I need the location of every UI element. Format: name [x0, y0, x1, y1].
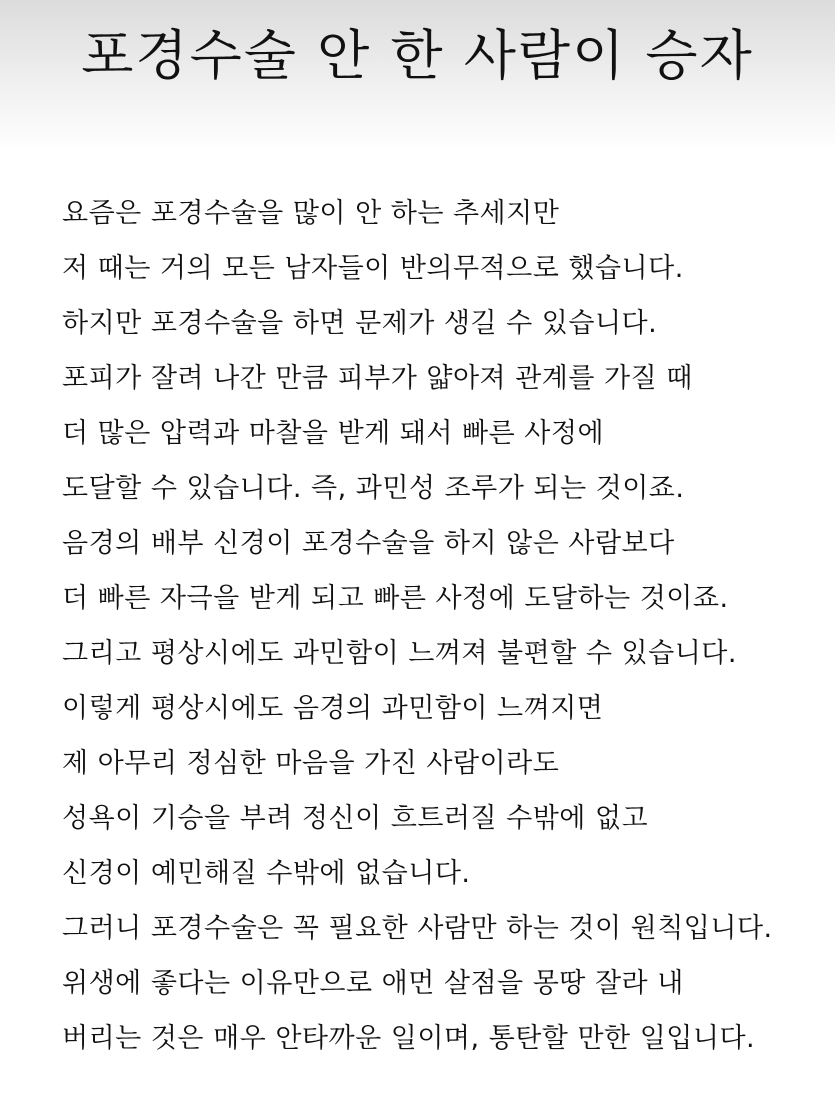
text-line: 도달할 수 있습니다. 즉, 과민성 조루가 되는 것이죠. [62, 473, 685, 504]
text-line: 성욕이 기승을 부려 정신이 흐트러질 수밖에 없고 [62, 803, 649, 834]
page-title: 포경수술 안 한 사람이 승자 [81, 24, 754, 87]
text-line: 요즘은 포경수술을 많이 안 하는 추세지만 [62, 198, 560, 229]
text-line: 더 많은 압력과 마찰을 받게 돼서 빠른 사정에 [62, 418, 605, 449]
text-line: 위생에 좋다는 이유만으로 애먼 살점을 몽땅 잘라 내 [62, 968, 684, 999]
text-line: 저 때는 거의 모든 남자들이 반의무적으로 했습니다. [62, 253, 684, 284]
title-banner [0, 0, 835, 150]
text-line: 그러니 포경수술은 꼭 필요한 사람만 하는 것이 원칙입니다. [62, 913, 773, 944]
text-line: 신경이 예민해질 수밖에 없습니다. [62, 858, 471, 889]
article-body [62, 186, 822, 1066]
text-line: 버리는 것은 매우 안타까운 일이며, 통탄할 만한 일입니다. [62, 1023, 756, 1054]
text-line: 그리고 평상시에도 과민함이 느껴져 불편할 수 있습니다. [62, 638, 737, 669]
text-line: 제 아무리 정심한 마음을 가진 사람이라도 [62, 748, 560, 779]
text-line: 더 빠른 자극을 받게 되고 빠른 사정에 도달하는 것이죠. [62, 583, 729, 614]
text-line: 이렇게 평상시에도 음경의 과민함이 느껴지면 [62, 693, 604, 724]
text-line: 포피가 잘려 나간 만큼 피부가 얇아져 관계를 가질 때 [62, 363, 693, 394]
text-line: 하지만 포경수술을 하면 문제가 생길 수 있습니다. [62, 308, 658, 339]
text-line: 음경의 배부 신경이 포경수술을 하지 않은 사람보다 [62, 528, 675, 559]
